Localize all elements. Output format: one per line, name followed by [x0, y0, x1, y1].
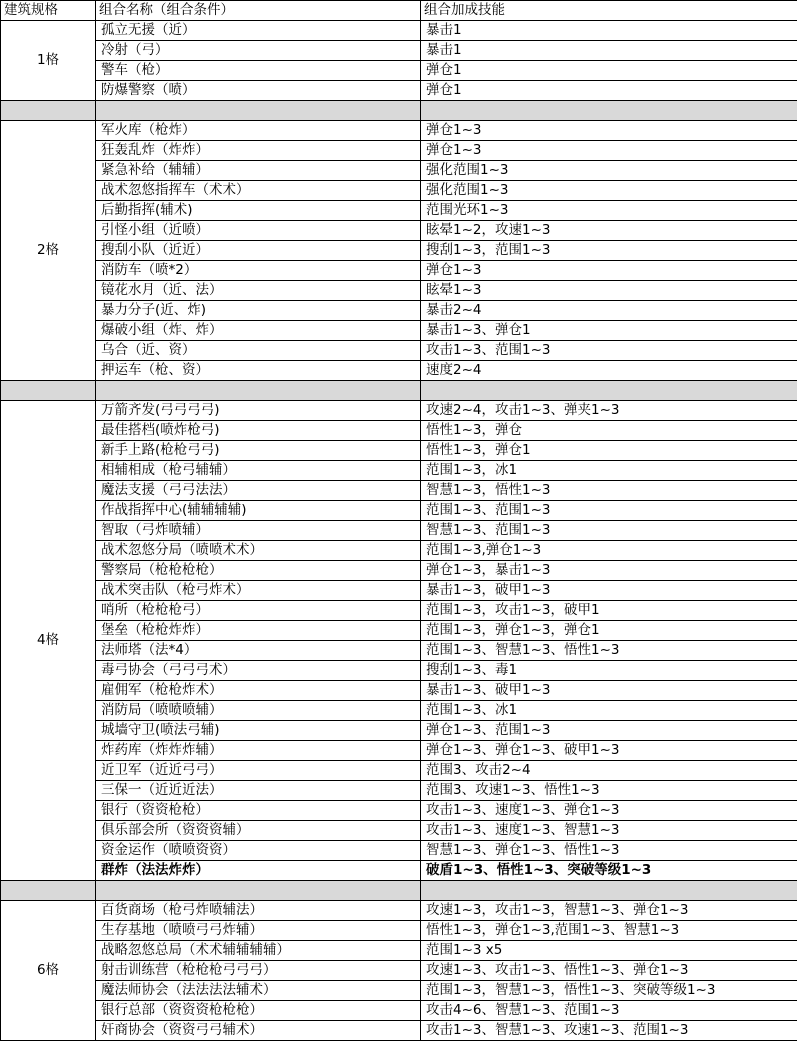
- combo-skill-cell: 攻速1~3，攻击1~3，智慧1~3、弹仓1~3: [421, 901, 797, 921]
- table-row: [1, 221, 797, 241]
- combo-name-cell: 哨所（枪枪枪弓）: [96, 601, 421, 621]
- header-name: 组合名称（组合条件）: [96, 1, 421, 21]
- combo-name-cell: 消防局（喷喷喷辅）: [96, 701, 421, 721]
- table-row: [1, 941, 797, 961]
- table-row: [1, 21, 797, 41]
- table-row: [1, 821, 797, 841]
- table-row: [1, 581, 797, 601]
- table-row: [1, 701, 797, 721]
- combo-name-cell: 群炸（法法炸炸）: [96, 861, 421, 881]
- separator-cell: [96, 881, 421, 901]
- table-row: [1, 341, 797, 361]
- table-row: [1, 261, 797, 281]
- combo-skill-cell: 暴击2~4: [421, 301, 797, 321]
- combo-skill-cell: 范围3、攻击2~4: [421, 761, 797, 781]
- size-cell: 6格: [1, 901, 96, 1041]
- table-row: [1, 401, 797, 421]
- combo-skill-cell: 暴击1: [421, 21, 797, 41]
- group-separator-row: [1, 381, 797, 401]
- combo-name-cell: 战术忽悠指挥车（术术）: [96, 181, 421, 201]
- combo-name-cell: 军火库（枪炸）: [96, 121, 421, 141]
- table-row: [1, 181, 797, 201]
- table-row: [1, 301, 797, 321]
- combo-skill-cell: 弹仓1~3、范围1~3: [421, 721, 797, 741]
- group-separator-row: [1, 881, 797, 901]
- table-row: [1, 201, 797, 221]
- combo-name-cell: 爆破小组（炸、炸）: [96, 321, 421, 341]
- combo-name-cell: 乌合（近、资）: [96, 341, 421, 361]
- table-row: [1, 141, 797, 161]
- combo-name-cell: 银行总部（资资资枪枪枪）: [96, 1001, 421, 1021]
- table-row: [1, 481, 797, 501]
- combo-skill-cell: 暴击1~3，破甲1~3: [421, 581, 797, 601]
- combo-skill-cell: 悟性1~3，弹仓1: [421, 441, 797, 461]
- combo-name-cell: 防爆警察（喷）: [96, 81, 421, 101]
- table-row: [1, 621, 797, 641]
- combo-skill-cell: 范围光环1~3: [421, 201, 797, 221]
- combo-skill-cell: 暴击1: [421, 41, 797, 61]
- combo-skill-cell: 速度2~4: [421, 361, 797, 381]
- combo-name-cell: 炸药库（炸炸炸辅）: [96, 741, 421, 761]
- table-row: [1, 761, 797, 781]
- combo-skill-cell: 攻击1~3、速度1~3、智慧1~3: [421, 821, 797, 841]
- combo-skill-cell: 悟性1~3，弹仓1~3,范围1~3、智慧1~3: [421, 921, 797, 941]
- combo-name-cell: 战术忽悠分局（喷喷术术）: [96, 541, 421, 561]
- separator-cell: [421, 381, 797, 401]
- table-body: [1, 21, 797, 1041]
- table-row: [1, 161, 797, 181]
- combo-name-cell: 智取（弓炸喷辅）: [96, 521, 421, 541]
- combo-skill-cell: 攻速2~4，攻击1~3、弹夹1~3: [421, 401, 797, 421]
- combo-skill-cell: 范围3、攻速1~3、悟性1~3: [421, 781, 797, 801]
- table-row: [1, 981, 797, 1001]
- table-row: [1, 561, 797, 581]
- combo-name-cell: 资金运作（喷喷资资）: [96, 841, 421, 861]
- combo-name-cell: 消防车（喷*2）: [96, 261, 421, 281]
- combo-name-cell: 魔法师协会（法法法法辅术）: [96, 981, 421, 1001]
- combo-skill-cell: 范围1~3、冰1: [421, 701, 797, 721]
- combo-name-cell: 战略忽悠总局（术术辅辅辅辅）: [96, 941, 421, 961]
- combo-name-cell: 城墙守卫(喷法弓辅): [96, 721, 421, 741]
- combo-skill-cell: 范围1~3、智慧1~3、悟性1~3: [421, 641, 797, 661]
- combo-name-cell: 法师塔（法*4）: [96, 641, 421, 661]
- combo-name-cell: 魔法支援（弓弓法法）: [96, 481, 421, 501]
- combo-skill-cell: 眩晕1~2，攻速1~3: [421, 221, 797, 241]
- size-cell: 2格: [1, 121, 96, 381]
- table-row: [1, 721, 797, 741]
- combo-name-cell: 紧急补给（辅辅）: [96, 161, 421, 181]
- table-row: [1, 501, 797, 521]
- table-row: [1, 521, 797, 541]
- table-row: [1, 661, 797, 681]
- combo-name-cell: 警察局（枪枪枪枪）: [96, 561, 421, 581]
- table-row: [1, 81, 797, 101]
- table-row: [1, 801, 797, 821]
- separator-cell: [421, 881, 797, 901]
- separator-cell: [96, 381, 421, 401]
- combo-skill-cell: 弹仓1: [421, 81, 797, 101]
- combo-skill-cell: 弹仓1~3: [421, 141, 797, 161]
- combo-skill-cell: 强化范围1~3: [421, 161, 797, 181]
- combo-skill-cell: 悟性1~3，弹仓: [421, 421, 797, 441]
- combo-skill-cell: 攻击1~3、范围1~3: [421, 341, 797, 361]
- table-row: [1, 961, 797, 981]
- combo-name-cell: 镜花水月（近、法）: [96, 281, 421, 301]
- combo-name-cell: 警车（枪）: [96, 61, 421, 81]
- combo-skill-cell: 破盾1~3、悟性1~3、突破等级1~3: [421, 861, 797, 881]
- combo-name-cell: 银行（资资枪枪）: [96, 801, 421, 821]
- combo-name-cell: 万箭齐发(弓弓弓弓): [96, 401, 421, 421]
- combo-name-cell: 射击训练营（枪枪枪弓弓弓）: [96, 961, 421, 981]
- table-row: [1, 541, 797, 561]
- combo-name-cell: 狂轰乱炸（炸炸）: [96, 141, 421, 161]
- table-row: [1, 781, 797, 801]
- combo-skill-cell: 弹仓1~3、弹仓1~3、破甲1~3: [421, 741, 797, 761]
- combo-skill-cell: 智慧1~3、弹仓1~3、悟性1~3: [421, 841, 797, 861]
- combo-name-cell: 近卫军（近近弓弓）: [96, 761, 421, 781]
- combo-skill-cell: 范围1~3，智慧1~3，悟性1~3、突破等级1~3: [421, 981, 797, 1001]
- table-row: [1, 641, 797, 661]
- combo-name-cell: 三保一（近近近法）: [96, 781, 421, 801]
- header-skill: 组合加成技能: [421, 1, 797, 21]
- combo-name-cell: 生存基地（喷喷弓弓炸辅）: [96, 921, 421, 941]
- combo-name-cell: 冷射（弓）: [96, 41, 421, 61]
- combo-name-cell: 堡垒（枪枪炸炸）: [96, 621, 421, 641]
- table-row: [1, 861, 797, 881]
- combo-name-cell: 引怪小组（近喷）: [96, 221, 421, 241]
- combo-skill-cell: 攻击1~3、智慧1~3、攻速1~3、范围1~3: [421, 1021, 797, 1041]
- combo-name-cell: 相辅相成（枪弓辅辅）: [96, 461, 421, 481]
- combo-skill-cell: 搜刮1~3，范围1~3: [421, 241, 797, 261]
- combo-skill-cell: 攻击4~6、智慧1~3、范围1~3: [421, 1001, 797, 1021]
- table-row: [1, 281, 797, 301]
- size-cell: 4格: [1, 401, 96, 881]
- combo-name-cell: 押运车（枪、资）: [96, 361, 421, 381]
- table-row: [1, 901, 797, 921]
- combo-name-cell: 后勤指挥(辅术): [96, 201, 421, 221]
- combo-name-cell: 雇佣军（枪枪炸术）: [96, 681, 421, 701]
- table-row: [1, 1021, 797, 1041]
- separator-cell: [421, 101, 797, 121]
- combo-name-cell: 孤立无援（近）: [96, 21, 421, 41]
- group-separator-row: [1, 101, 797, 121]
- combo-name-cell: 百货商场（枪弓炸喷辅法）: [96, 901, 421, 921]
- combo-skill-cell: 范围1~3，冰1: [421, 461, 797, 481]
- table-row: [1, 1001, 797, 1021]
- combo-name-cell: 新手上路(枪枪弓弓): [96, 441, 421, 461]
- table-row: [1, 681, 797, 701]
- combo-name-cell: 暴力分子(近、炸): [96, 301, 421, 321]
- combo-skill-cell: 弹仓1~3，暴击1~3: [421, 561, 797, 581]
- combo-skill-cell: 范围1~3,弹仓1~3: [421, 541, 797, 561]
- combo-name-cell: 作战指挥中心(辅辅辅辅): [96, 501, 421, 521]
- combo-skill-cell: 强化范围1~3: [421, 181, 797, 201]
- table-row: [1, 841, 797, 861]
- table-row: [1, 321, 797, 341]
- table-row: [1, 921, 797, 941]
- separator-cell: [96, 101, 421, 121]
- table-row: [1, 61, 797, 81]
- size-cell: 1格: [1, 21, 96, 101]
- combo-name-cell: 奸商协会（资资弓弓辅术）: [96, 1021, 421, 1041]
- table-row: [1, 601, 797, 621]
- combo-skill-cell: 弹仓1: [421, 61, 797, 81]
- table-row: [1, 41, 797, 61]
- table-row: [1, 441, 797, 461]
- combo-skill-cell: 范围1~3、范围1~3: [421, 501, 797, 521]
- combo-skill-cell: 攻击1~3、速度1~3、弹仓1~3: [421, 801, 797, 821]
- combo-name-cell: 最佳搭档(喷炸枪弓): [96, 421, 421, 441]
- table-row: [1, 241, 797, 261]
- combo-skill-cell: 暴击1~3、破甲1~3: [421, 681, 797, 701]
- header-size: 建筑规格: [1, 1, 96, 21]
- combo-skill-cell: 弹仓1~3: [421, 261, 797, 281]
- table-row: [1, 361, 797, 381]
- separator-cell: [1, 101, 96, 121]
- combo-skill-cell: 暴击1~3、弹仓1: [421, 321, 797, 341]
- combo-skill-cell: 智慧1~3、范围1~3: [421, 521, 797, 541]
- table-row: [1, 461, 797, 481]
- table-row: [1, 121, 797, 141]
- combo-skill-cell: 眩晕1~3: [421, 281, 797, 301]
- combo-skill-cell: 搜刮1~3、毒1: [421, 661, 797, 681]
- table-row: [1, 421, 797, 441]
- combo-name-cell: 毒弓协会（弓弓弓术）: [96, 661, 421, 681]
- combo-name-cell: 俱乐部会所（资资资辅）: [96, 821, 421, 841]
- combo-skill-cell: 智慧1~3，悟性1~3: [421, 481, 797, 501]
- combo-name-cell: 战术突击队（枪弓炸术）: [96, 581, 421, 601]
- combo-skill-cell: 弹仓1~3: [421, 121, 797, 141]
- header-row: [1, 1, 797, 21]
- separator-cell: [1, 881, 96, 901]
- separator-cell: [1, 381, 96, 401]
- combo-name-cell: 搜刮小队（近近）: [96, 241, 421, 261]
- table-row: [1, 741, 797, 761]
- combo-skill-cell: 范围1~3 x5: [421, 941, 797, 961]
- combo-skill-cell: 攻速1~3、攻击1~3、悟性1~3、弹仓1~3: [421, 961, 797, 981]
- combo-skill-cell: 范围1~3，攻击1~3，破甲1: [421, 601, 797, 621]
- combo-skill-cell: 范围1~3，弹仓1~3，弹仓1: [421, 621, 797, 641]
